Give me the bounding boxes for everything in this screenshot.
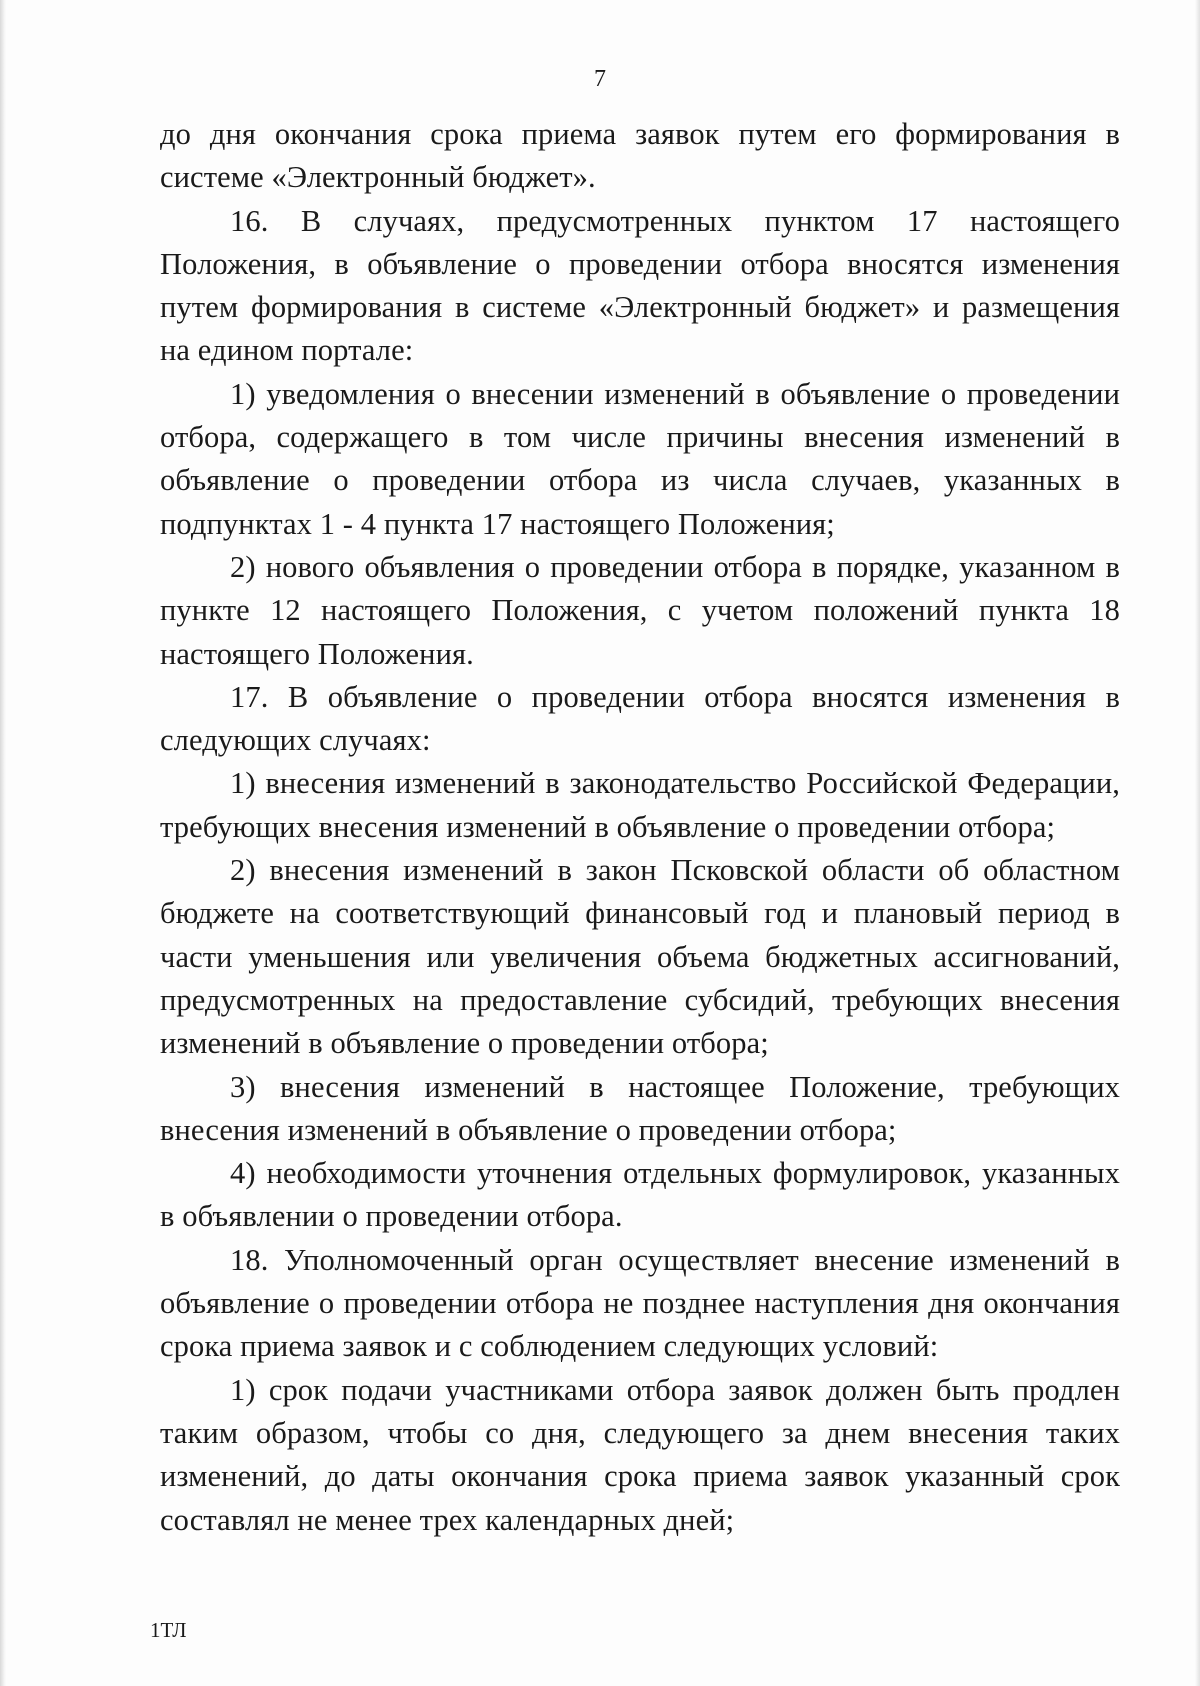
paragraph-subitem-16-1: 1) уведомления о внесении изменений в объявление о проведении отбора, содержащего в том числе причины внесения изменений в объявление о проведении отбора из числа случаев, указанных в подпунктах 1 - 4 пункта 17 настоящего Положения; [160,376,1120,541]
paragraph-subitem-16-2: 2) нового объявления о проведении отбора в порядке, указанном в пункте 12 настоящего Положения, с учетом положений пункта 18 настоящего Положения. [160,549,1120,671]
paragraph-item-17: 17. В объявление о проведении отбора вносятся изменения в следующих случаях: [160,679,1120,758]
paragraph-subitem-17-2: 2) внесения изменений в закон Псковской области об областном бюджете на соответствующий финансовый год и плановый период в части уменьшения или увеличения объема бюджетных ассигнований, предусмотренных на предоставление субсидий, требующих внесения изменений в объявление о проведении отбора; [160,853,1120,1061]
paragraph-subitem-17-4: 4) необходимости уточнения отдельных формулировок, указанных в объявлении о проведении отбора. [160,1156,1120,1234]
scan-edge-right [1195,0,1200,1686]
paragraph-continuation: до дня окончания срока приема заявок путем его формирования в системе «Электронный бюджет». [160,117,1120,195]
paragraph-item-18: 18. Уполномоченный орган осуществляет внесение изменений в объявление о проведении отбора не позднее наступления дня окончания срока приема заявок и с соблюдением следующих условий: [160,1242,1120,1364]
footer-code: 1ТЛ [150,1618,187,1642]
paragraph-subitem-17-3: 3) внесения изменений в настоящее Положение, требующих внесения изменений в объявление о проведении отбора; [160,1069,1120,1147]
paragraph-item-16: 16. В случаях, предусмотренных пунктом 17 настоящего Положения, в объявление о проведении отбора вносятся изменения путем формирования в системе «Электронный бюджет» и размещения на едином портале: [160,203,1120,368]
paragraph-subitem-18-1: 1) срок подачи участниками отбора заявок должен быть продлен таким образом, чтобы со дня, следующего за днем внесения таких изменений, до даты окончания срока приема заявок указанный срок составлял не менее трех календарных дней; [160,1372,1120,1537]
paragraph-subitem-17-1: 1) внесения изменений в законодательство Российской Федерации, требующих внесения изменений в объявление о проведении отбора; [160,766,1120,844]
document-body [160,113,1120,1542]
scan-edge-left [0,0,6,1686]
page-number: 7 [594,66,606,92]
